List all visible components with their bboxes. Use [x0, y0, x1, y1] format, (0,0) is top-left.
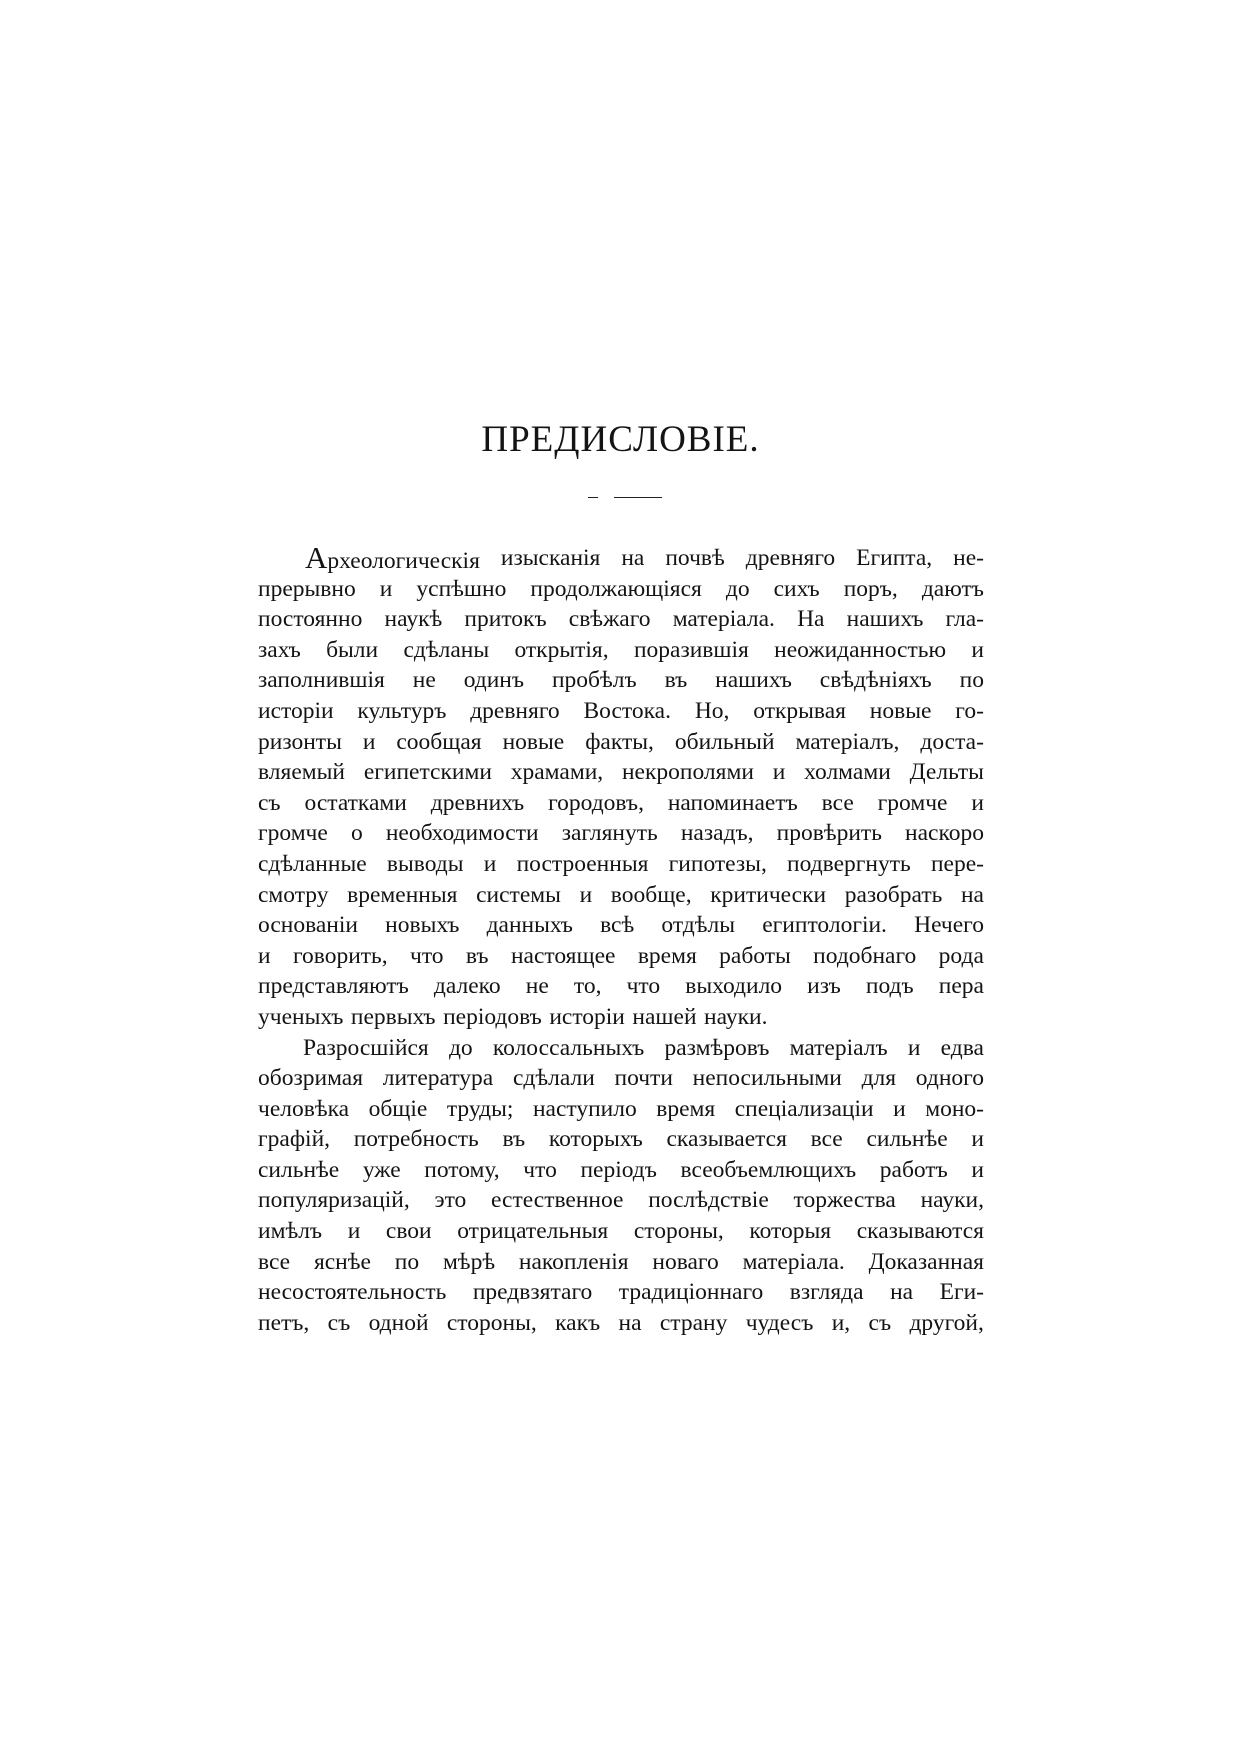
- word: что: [523, 1156, 557, 1183]
- word: представляютъ: [258, 973, 409, 1000]
- text-line: [258, 727, 984, 758]
- word: Дельты: [909, 759, 984, 786]
- word: свои: [385, 1218, 432, 1245]
- text-line: [258, 1155, 984, 1186]
- word: сильнѣе: [866, 1126, 948, 1153]
- word: что: [626, 973, 661, 1000]
- text-line: [258, 818, 984, 849]
- text-line: [258, 604, 984, 635]
- text-line: [258, 540, 984, 575]
- word: продолжающіяся: [530, 575, 702, 602]
- text-line: [258, 1063, 984, 1094]
- word: заполнившія: [258, 667, 385, 694]
- word: матеріала.: [742, 1248, 845, 1275]
- word: пробѣлъ: [551, 667, 637, 694]
- word: подвергнуть: [787, 850, 911, 877]
- word: необходимости: [385, 820, 539, 847]
- word: послѣдствіе: [648, 1187, 769, 1214]
- word: доста-: [920, 728, 984, 755]
- word: едва: [940, 1034, 984, 1061]
- word: предвзятаго: [472, 1279, 593, 1306]
- word: основаніи: [258, 912, 358, 939]
- text-line: [258, 1216, 984, 1247]
- word: исторіи: [258, 697, 334, 724]
- word: стороны,: [633, 1218, 724, 1245]
- word: громче: [877, 789, 948, 816]
- word: новаго: [652, 1248, 719, 1275]
- word: древняго: [470, 697, 560, 724]
- word: Доказанная: [868, 1248, 984, 1275]
- word: общіе: [368, 1095, 428, 1122]
- word: громче: [258, 820, 328, 847]
- word: и: [362, 728, 376, 755]
- word: и: [971, 636, 984, 663]
- word: графій,: [258, 1126, 331, 1153]
- text-line: [258, 1002, 984, 1033]
- text-line: [258, 696, 984, 727]
- word: свѣдѣніяхъ: [819, 667, 932, 694]
- word: сильнѣе: [258, 1156, 340, 1183]
- word: и: [971, 1126, 984, 1153]
- word: колоссальныхъ: [492, 1034, 645, 1061]
- word: и: [893, 1095, 906, 1122]
- word: Еги-: [939, 1279, 984, 1306]
- word: на: [960, 881, 984, 908]
- word: не-: [953, 545, 984, 571]
- text-line: [258, 880, 984, 911]
- word: на: [621, 545, 645, 571]
- word: свѣжаго: [568, 606, 651, 633]
- text-line: [258, 1185, 984, 1216]
- text-line: [258, 1308, 984, 1339]
- word: выводы: [386, 850, 464, 877]
- word: все: [258, 1248, 291, 1275]
- text-line: [258, 941, 984, 972]
- word: заглянуть: [561, 820, 658, 847]
- word: и: [483, 850, 497, 877]
- word: прерывно: [258, 575, 356, 602]
- text-line: [258, 1247, 984, 1278]
- word: провѣрить: [776, 820, 882, 847]
- word: египтологіи.: [762, 912, 887, 939]
- word: были: [326, 636, 379, 663]
- word: непосильными: [692, 1065, 842, 1092]
- word: изысканія: [500, 545, 601, 571]
- word: холмами: [804, 759, 891, 786]
- word: нашихъ: [846, 606, 924, 633]
- word: яснѣе: [313, 1248, 371, 1275]
- word: гипотезы,: [668, 850, 767, 877]
- body-text: [258, 540, 984, 1338]
- word: успѣшно: [416, 575, 507, 602]
- word: для: [861, 1065, 897, 1092]
- word: и: [258, 942, 271, 969]
- word: накопленія: [518, 1248, 629, 1275]
- word: Разросшійся: [303, 1034, 429, 1061]
- word: о: [350, 820, 363, 847]
- word: говорить,: [292, 942, 388, 969]
- word: по: [394, 1248, 420, 1275]
- word: въ: [502, 1126, 526, 1153]
- word: напоминаетъ: [667, 789, 798, 816]
- word: новые: [869, 697, 932, 724]
- word: и: [907, 1034, 921, 1061]
- word: построенныя: [516, 850, 649, 877]
- word: что: [410, 942, 444, 969]
- word: наступило: [532, 1095, 637, 1122]
- word: какъ: [555, 1309, 601, 1336]
- word: обильный: [674, 728, 775, 755]
- word: работъ: [879, 1156, 948, 1183]
- word: труды;: [446, 1095, 514, 1122]
- word: системы: [476, 881, 561, 908]
- word: которыхъ: [548, 1126, 643, 1153]
- text-line: [258, 757, 984, 788]
- word: данныхъ: [486, 912, 573, 939]
- word: и: [379, 575, 393, 602]
- word: торжества: [793, 1187, 896, 1214]
- word: рода: [938, 942, 984, 969]
- word: пере-: [930, 850, 984, 877]
- word: нашихъ: [715, 667, 792, 694]
- word: другой,: [909, 1309, 984, 1336]
- word: популяризацій,: [258, 1187, 410, 1214]
- word: вляемый: [258, 759, 345, 786]
- text-line: [258, 635, 984, 666]
- word: подобнаго: [813, 942, 917, 969]
- word: ризонты: [258, 728, 342, 755]
- word: Нечего: [914, 912, 984, 939]
- word: захъ: [258, 636, 301, 663]
- word: моно-: [925, 1095, 984, 1122]
- word: временныя: [347, 881, 458, 908]
- word: гла-: [945, 606, 984, 633]
- word: почвѣ: [665, 545, 725, 571]
- word: критически: [710, 881, 827, 908]
- word: открывая: [753, 697, 846, 724]
- word: страну: [659, 1309, 728, 1336]
- word: петъ,: [258, 1309, 310, 1336]
- text-line: [258, 1094, 984, 1125]
- text-line: [258, 1124, 984, 1155]
- word: сдѣланы: [403, 636, 490, 663]
- text-line: [258, 971, 984, 1002]
- word: остатками: [304, 789, 407, 816]
- word: смотру: [258, 881, 329, 908]
- word: съ: [868, 1309, 892, 1336]
- word: древняго: [745, 545, 836, 571]
- word: отрицательныя: [457, 1218, 609, 1245]
- word: новые: [502, 728, 565, 755]
- word: матеріалъ,: [795, 728, 900, 755]
- word: сообщая: [396, 728, 482, 755]
- word: это: [434, 1187, 467, 1214]
- word: почти: [614, 1065, 673, 1092]
- word: въ: [465, 942, 489, 969]
- word: матеріалъ: [789, 1034, 888, 1061]
- word: выходило: [685, 973, 783, 1000]
- text-line: [258, 574, 984, 605]
- word: уже: [362, 1156, 401, 1183]
- word: на: [618, 1309, 642, 1336]
- word: все: [821, 789, 854, 816]
- word: сказываются: [856, 1218, 984, 1245]
- word: Но,: [694, 697, 730, 724]
- word: имѣлъ: [258, 1218, 323, 1245]
- word: наукѣ: [384, 606, 443, 633]
- word: Египта,: [856, 545, 933, 571]
- word: го-: [955, 697, 984, 724]
- word: На: [797, 606, 825, 633]
- word: работы: [719, 942, 791, 969]
- word: потому,: [424, 1156, 500, 1183]
- word: наскоро: [905, 820, 984, 847]
- word: одинъ: [463, 667, 525, 694]
- word: сихъ: [773, 575, 820, 602]
- word: все: [810, 1126, 843, 1153]
- word: Востока.: [583, 697, 671, 724]
- word: некрополями: [621, 759, 754, 786]
- word: мѣрѣ: [442, 1248, 496, 1275]
- word: не: [412, 667, 436, 694]
- word: даютъ: [921, 575, 984, 602]
- word: настоящее: [510, 942, 616, 969]
- page-title: ПРЕДИСЛОВІЕ.: [481, 419, 760, 460]
- word: поразившія: [633, 636, 749, 663]
- word: факты,: [585, 728, 654, 755]
- word: потребность: [353, 1126, 479, 1153]
- word: городовъ,: [548, 789, 644, 816]
- word: несостоятельность: [258, 1279, 447, 1306]
- title-divider-gap: [598, 494, 614, 500]
- word: и: [347, 1218, 361, 1245]
- word: египетскими: [363, 759, 492, 786]
- text-line: [258, 910, 984, 941]
- word: неожиданностью: [774, 636, 947, 663]
- word: одного: [915, 1065, 984, 1092]
- word: не: [525, 973, 549, 1000]
- word: всѣ: [600, 912, 635, 939]
- word: до: [448, 1034, 473, 1061]
- word: матеріала.: [672, 606, 775, 633]
- text-line: [258, 788, 984, 819]
- word: до: [725, 575, 750, 602]
- word: культуръ: [357, 697, 447, 724]
- word: храмами,: [510, 759, 604, 786]
- text-line: [258, 1277, 984, 1308]
- word: и: [971, 789, 984, 816]
- text-line: [258, 849, 984, 880]
- word: сказывается: [666, 1126, 787, 1153]
- word: притокъ: [464, 606, 547, 633]
- word: человѣка: [258, 1095, 350, 1122]
- word: постоянно: [258, 606, 363, 633]
- word: отдѣлы: [661, 912, 736, 939]
- word: ученыхъ: [258, 1003, 344, 1030]
- word: время: [656, 1095, 716, 1122]
- text-line: [258, 1033, 984, 1064]
- word: изъ: [807, 973, 841, 1000]
- word: древнихъ: [430, 789, 525, 816]
- word: разобрать: [844, 881, 943, 908]
- word: съ: [258, 789, 281, 816]
- word: литература: [382, 1065, 494, 1092]
- word: поръ,: [843, 575, 898, 602]
- word: стороны,: [446, 1309, 537, 1336]
- text-line: [258, 665, 984, 696]
- word: подъ: [865, 973, 914, 1000]
- word: чудесъ: [745, 1309, 814, 1336]
- word: естественное: [491, 1187, 624, 1214]
- word: на: [890, 1279, 914, 1306]
- word: всеобъемлющихъ: [680, 1156, 857, 1183]
- word: Археологическія: [305, 540, 480, 575]
- word: вообще,: [610, 881, 692, 908]
- word: сдѣлали: [512, 1065, 595, 1092]
- word: сдѣланные: [258, 850, 367, 877]
- word: періодъ: [580, 1156, 657, 1183]
- word: размѣровъ: [664, 1034, 770, 1061]
- word: новыхъ: [385, 912, 460, 939]
- word: которыя: [749, 1218, 832, 1245]
- word: съ: [327, 1309, 351, 1336]
- word: и: [971, 1156, 984, 1183]
- word: назадъ,: [680, 820, 754, 847]
- word: время: [637, 942, 697, 969]
- word: пера: [938, 973, 984, 1000]
- word: и,: [831, 1309, 851, 1336]
- word: первыхъ: [350, 1003, 436, 1030]
- word: въ: [664, 667, 688, 694]
- word: и: [772, 759, 786, 786]
- word: спеціализаціи: [734, 1095, 874, 1122]
- word: одной: [368, 1309, 429, 1336]
- word: науки,: [920, 1187, 984, 1214]
- word: открытія,: [514, 636, 609, 663]
- word: нашей: [632, 1003, 697, 1030]
- word: исторіи: [549, 1003, 625, 1030]
- word: далеко: [433, 973, 501, 1000]
- word: традиціоннаго: [618, 1279, 764, 1306]
- word: обозримая: [258, 1065, 364, 1092]
- word: по: [959, 667, 984, 694]
- word: то,: [573, 973, 602, 1000]
- word: науки.: [704, 1003, 768, 1030]
- word: и: [579, 881, 593, 908]
- word: взгляда: [789, 1279, 864, 1306]
- word: періодовъ: [443, 1003, 542, 1030]
